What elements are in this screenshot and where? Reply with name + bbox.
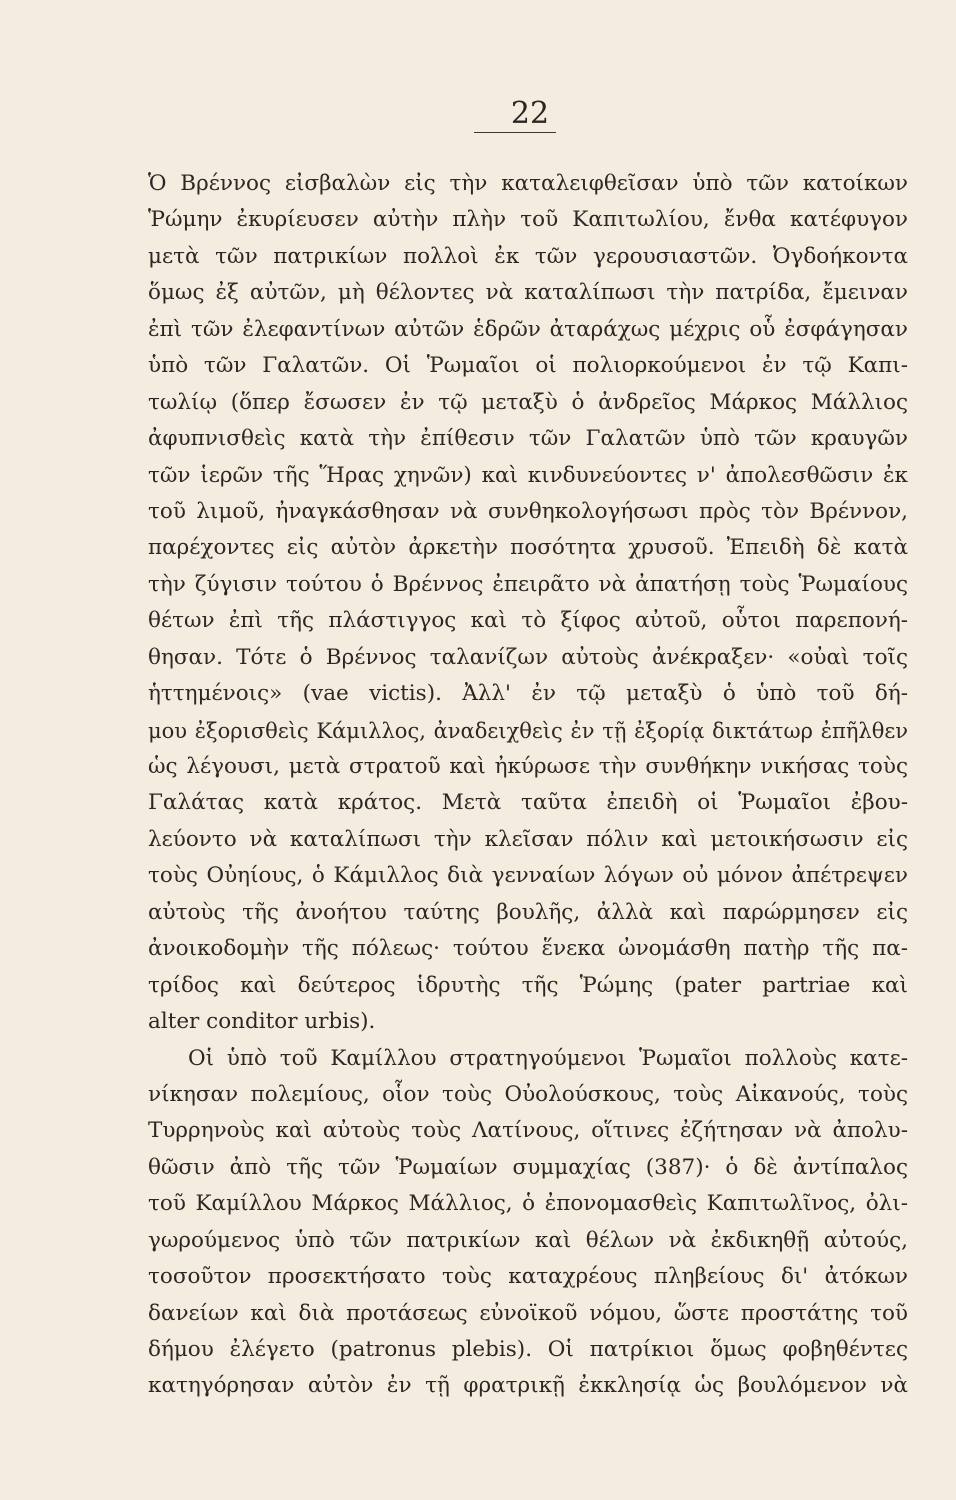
- text-line: θῶσιν ἀπὸ τῆς τῶν Ῥωμαίων συμμαχίας (387)· ὁ δὲ ἀντίπαλος: [148, 1154, 908, 1180]
- text-line: τοὺς Οὐηίους, ὁ Κάμιλλος διὰ γενναίων λόγων οὐ μόνον ἀπέτρεψεν: [148, 863, 908, 889]
- text-line: λεύοντο νὰ καταλίπωσι τὴν κλεῖσαν πόλιν καὶ μετοικήσωσιν εἰς: [148, 826, 908, 852]
- text-line: alter conditor urbis).: [148, 1009, 376, 1035]
- text-line: ἐπὶ τῶν ἐλεφαντίνων αὐτῶν ἑδρῶν ἀταράχως μέχρις οὗ ἐσφάγησαν: [148, 316, 908, 342]
- text-line: Ὁ Βρέννος εἰσβαλὼν εἰς τὴν καταλειφθεῖσαν ὑπὸ τῶν κατοίκων: [148, 171, 908, 196]
- text-line: κατηγόρησαν αὐτὸν ἐν τῇ φρατρικῇ ἐκκλησίᾳ ὡς βουλόμενον νὰ: [148, 1373, 908, 1399]
- body-text: [148, 166, 908, 1405]
- text-line: μου ἐξορισθεὶς Κάμιλλος, ἀναδειχθεὶς ἐν τῇ ἐξορίᾳ δικτάτωρ ἐπῆλθεν: [148, 718, 908, 743]
- text-line: τωλίῳ (ὅπερ ἔσωσεν ἐν τῷ μεταξὺ ὁ ἀνδρεῖος Μάρκος Μάλλιος: [148, 389, 908, 415]
- text-line: τρίδος καὶ δεύτερος ἱδρυτὴς τῆς Ῥώμης (pater partriae καὶ: [148, 972, 908, 998]
- page-number: 22: [510, 96, 550, 131]
- text-line: νίκησαν πολεμίους, οἷον τοὺς Οὐολούσκους, τοὺς Αἰκανούς, τοὺς: [148, 1081, 908, 1107]
- text-line: Οἱ ὑπὸ τοῦ Καμίλλου στρατηγούμενοι Ῥωμαῖοι πολλοὺς κατε-: [188, 1045, 908, 1071]
- text-line: γωρούμενος ὑπὸ τῶν πατρικίων καὶ θέλων νὰ ἐκδικηθῇ αὐτούς,: [148, 1227, 908, 1253]
- text-line: μετὰ τῶν πατρικίων πολλοὶ ἐκ τῶν γερουσιαστῶν. Ὀγδοήκοντα: [148, 243, 908, 269]
- text-line: Τυρρηνοὺς καὶ αὐτοὺς τοὺς Λατίνους, οἵτινες ἐζήτησαν νὰ ἀπολυ-: [148, 1118, 908, 1144]
- text-line: ἀνοικοδομὴν τῆς πόλεως· τούτου ἕνεκα ὠνομάσθη πατὴρ τῆς πα-: [148, 936, 908, 962]
- text-line: αὐτοὺς τῆς ἀνοήτου ταύτης βουλῆς, ἀλλὰ καὶ παρώρμησεν εἰς: [148, 899, 908, 925]
- text-line: δήμου ἐλέγετο (patronus plebis). Οἱ πατρίκιοι ὅμως φοβηθέντες: [148, 1337, 908, 1362]
- page-number-rule: [474, 132, 556, 133]
- text-line: παρέχοντες εἰς αὐτὸν ἀρκετὴν ποσότητα χρυσοῦ. Ἐπειδὴ δὲ κατὰ: [148, 535, 908, 561]
- text-line: Γαλάτας κατὰ κράτος. Μετὰ ταῦτα ἐπειδὴ οἱ Ῥωμαῖοι ἐβου-: [148, 790, 908, 816]
- text-line: δανείων καὶ διὰ προτάσεως εὐνοϊκοῦ νόμου, ὥστε προστάτης τοῦ: [148, 1300, 908, 1326]
- text-line: θησαν. Τότε ὁ Βρέννος ταλανίζων αὐτοὺς ἀνέκραξεν· «οὐαὶ τοῖς: [148, 644, 908, 670]
- text-line: ὡς λέγουσι, μετὰ στρατοῦ καὶ ἠκύρωσε τὴν συνθήκην νικήσας τοὺς: [148, 754, 908, 779]
- text-line: ἡττημένοις» (vae victis). Ἀλλ' ἐν τῷ μεταξὺ ὁ ὑπὸ τοῦ δή-: [148, 681, 908, 707]
- text-line: τοῦ Καμίλλου Μάρκος Μάλλιος, ὁ ἐπονομασθεὶς Καπιτωλῖνος, ὀλι-: [148, 1191, 908, 1217]
- text-line: ὑπὸ τῶν Γαλατῶν. Οἱ Ῥωμαῖοι οἱ πολιορκούμενοι ἐν τῷ Καπι-: [148, 353, 908, 379]
- text-line: Ῥώμην ἐκυρίευσεν αὐτὴν πλὴν τοῦ Καπιτωλίου, ἔνθα κατέφυγον: [148, 207, 908, 233]
- text-line: τῶν ἱερῶν τῆς Ἥρας χηνῶν) καὶ κινδυνεύοντες ν' ἀπολεσθῶσιν ἐκ: [148, 462, 908, 488]
- text-line: τοῦ λιμοῦ, ἠναγκάσθησαν νὰ συνθηκολογήσωσι πρὸς τὸν Βρέννον,: [148, 498, 908, 524]
- text-line: ἀφυπνισθεὶς κατὰ τὴν ἐπίθεσιν τῶν Γαλατῶν ὑπὸ τῶν κραυγῶν: [148, 426, 908, 452]
- text-line: ὅμως ἐξ αὐτῶν, μὴ θέλοντες νὰ καταλίπωσι τὴν πατρίδα, ἔμειναν: [148, 280, 908, 306]
- text-line: τὴν ζύγισιν τούτου ὁ Βρέννος ἐπειρᾶτο νὰ ἀπατήσῃ τοὺς Ῥωμαίους: [148, 571, 908, 597]
- text-line: θέτων ἐπὶ τῆς πλάστιγγος καὶ τὸ ξίφος αὐτοῦ, οὗτοι παρεπονή-: [148, 608, 908, 634]
- text-line: τοσοῦτον προσεκτήσατο τοὺς καταχρέους πληβείους δι' ἀτόκων: [148, 1264, 908, 1290]
